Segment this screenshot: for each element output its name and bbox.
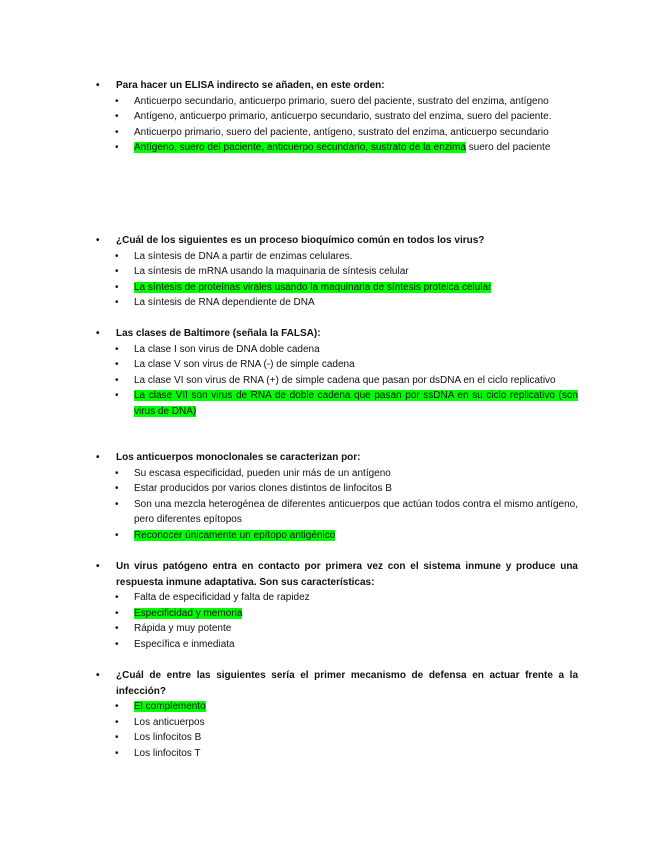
- question-2-text: ¿Cuál de los siguientes es un proceso bioquímico común en todos los virus?: [116, 235, 485, 246]
- bullet: •: [115, 374, 119, 386]
- option: [96, 730, 578, 746]
- question-text: [96, 450, 578, 466]
- question-1-text: Para hacer un ELISA indirecto se añaden, en este orden:: [116, 80, 385, 91]
- bullet: •: [115, 607, 119, 619]
- option-text: Anticuerpo primario, suero del paciente, antígeno, sustrato del enzima, anticuerpo secundario: [134, 126, 549, 138]
- option: [96, 481, 578, 497]
- option-text: Los linfocitos T: [134, 747, 201, 759]
- bullet: •: [115, 266, 119, 277]
- option-correct: [96, 280, 578, 296]
- option: [96, 621, 578, 637]
- question-text: [96, 326, 578, 342]
- option: [96, 342, 578, 358]
- bullet: •: [115, 250, 119, 262]
- bullet: •: [115, 359, 119, 370]
- option-text: Antígeno, anticuerpo primario, anticuerpo secundario, sustrato del enzima, suero del paciente.: [134, 111, 552, 122]
- bullet: •: [115, 638, 119, 650]
- bullet: •: [96, 670, 100, 681]
- option-correct: [96, 606, 578, 622]
- option-text: Los linfocitos B: [134, 732, 202, 743]
- option: [96, 590, 578, 606]
- option: [96, 264, 578, 280]
- option-text: Los anticuerpos: [134, 716, 205, 728]
- option: [96, 357, 578, 373]
- options-list: [96, 466, 578, 544]
- highlighted-answer: Especificidad y memoria: [134, 607, 243, 619]
- option: [96, 715, 578, 731]
- bullet: •: [96, 80, 100, 91]
- highlighted-answer: El complemento: [134, 701, 206, 712]
- option-text: Anticuerpo secundario, anticuerpo primario, suero del paciente, sustrato del enzima, antígeno: [134, 95, 549, 107]
- question-2: [96, 233, 578, 311]
- highlighted-answer: La síntesis de proteínas virales usando la maquinaria de síntesis proteica celular: [134, 281, 492, 293]
- question-3: [96, 326, 578, 419]
- bullet: •: [96, 452, 100, 463]
- option: [96, 125, 578, 141]
- options-list: [96, 249, 578, 311]
- option: [96, 466, 578, 482]
- option-correct: [96, 388, 578, 419]
- option-text: La clase VI son virus de RNA (+) de simple cadena que pasan por dsDNA en el ciclo replicativo: [134, 374, 556, 386]
- question-text: [96, 78, 578, 94]
- option-text: Estar producidos por varios clones distintos de linfocitos B: [134, 483, 392, 494]
- bullet: •: [115, 498, 119, 510]
- bullet: •: [96, 328, 100, 339]
- bullet: •: [115, 467, 119, 479]
- bullet: •: [115, 343, 119, 355]
- bullet: •: [115, 716, 119, 728]
- option-text: La síntesis de mRNA usando la maquinaria de síntesis celular: [134, 266, 409, 277]
- option-text: La síntesis de DNA a partir de enzimas celulares.: [134, 250, 353, 262]
- highlighted-answer: Antígeno, suero del paciente, anticuerpo secundario, sustrato de la enzima: [134, 142, 466, 153]
- bullet: •: [115, 483, 119, 494]
- question-5-text: Un virus patógeno entra en contacto por primera vez con el sistema inmune y produce una respuesta inmune adaptativa. Son sus características:: [116, 561, 578, 588]
- bullet: •: [115, 732, 119, 743]
- option: [96, 94, 578, 110]
- option-text: La síntesis de RNA dependiente de DNA: [134, 297, 315, 308]
- bullet: •: [115, 142, 119, 153]
- option-text: Rápida y muy potente: [134, 623, 232, 634]
- options-list: [96, 94, 578, 156]
- option: [96, 746, 578, 762]
- bullet: •: [115, 281, 119, 293]
- options-list: [96, 342, 578, 420]
- options-list: [96, 590, 578, 652]
- option: [96, 373, 578, 389]
- option-text: Falta de especificidad y falta de rapidez: [134, 592, 310, 603]
- bullet: •: [115, 297, 119, 308]
- question-4-text: Los anticuerpos monoclonales se caracterizan por:: [116, 452, 361, 463]
- question-text: [96, 559, 578, 590]
- bullet: •: [115, 747, 119, 759]
- option: [96, 497, 578, 528]
- bullet: •: [115, 111, 119, 122]
- question-6-text: ¿Cuál de entre las siguientes sería el primer mecanismo de defensa en actuar frente a la infección?: [116, 670, 578, 697]
- bullet: •: [115, 126, 119, 138]
- question-3-text: Las clases de Baltimore (señala la FALSA):: [116, 328, 321, 339]
- bullet: •: [96, 235, 100, 246]
- bullet: •: [115, 623, 119, 634]
- bullet: •: [115, 529, 119, 541]
- highlighted-answer: Reconocer únicamente un epítopo antigénico: [134, 529, 336, 541]
- question-6: [96, 668, 578, 761]
- option: [96, 295, 578, 311]
- question-4: [96, 450, 578, 543]
- question-text: [96, 233, 578, 249]
- option-suffix: suero del paciente: [465, 142, 551, 153]
- options-list: [96, 699, 578, 761]
- option: [96, 109, 578, 125]
- option-correct: [96, 140, 578, 156]
- option-text: Específica e inmediata: [134, 638, 235, 650]
- option-text: Su escasa especificidad, pueden unir más de un antígeno: [134, 467, 391, 479]
- option-text: Son una mezcla heterogénea de diferentes anticuerpos que actúan todos contra el mismo antígeno, pero diferentes epítopos: [134, 498, 578, 525]
- bullet: •: [115, 701, 119, 712]
- option: [96, 637, 578, 653]
- option-text: La clase V son virus de RNA (-) de simple cadena: [134, 359, 355, 370]
- bullet: •: [115, 95, 119, 107]
- option-text: La clase I son virus de DNA doble cadena: [134, 343, 320, 355]
- question-1: [96, 78, 578, 156]
- option-correct: [96, 528, 578, 544]
- option-correct: [96, 699, 578, 715]
- bullet: •: [96, 561, 100, 572]
- question-5: [96, 559, 578, 652]
- bullet: •: [115, 390, 119, 401]
- question-text: [96, 668, 578, 699]
- highlighted-answer: La clase VII son virus de RNA de doble cadena que pasan por ssDNA en su ciclo replicativo (son virus de DNA): [134, 390, 578, 417]
- bullet: •: [115, 592, 119, 603]
- option: [96, 249, 578, 265]
